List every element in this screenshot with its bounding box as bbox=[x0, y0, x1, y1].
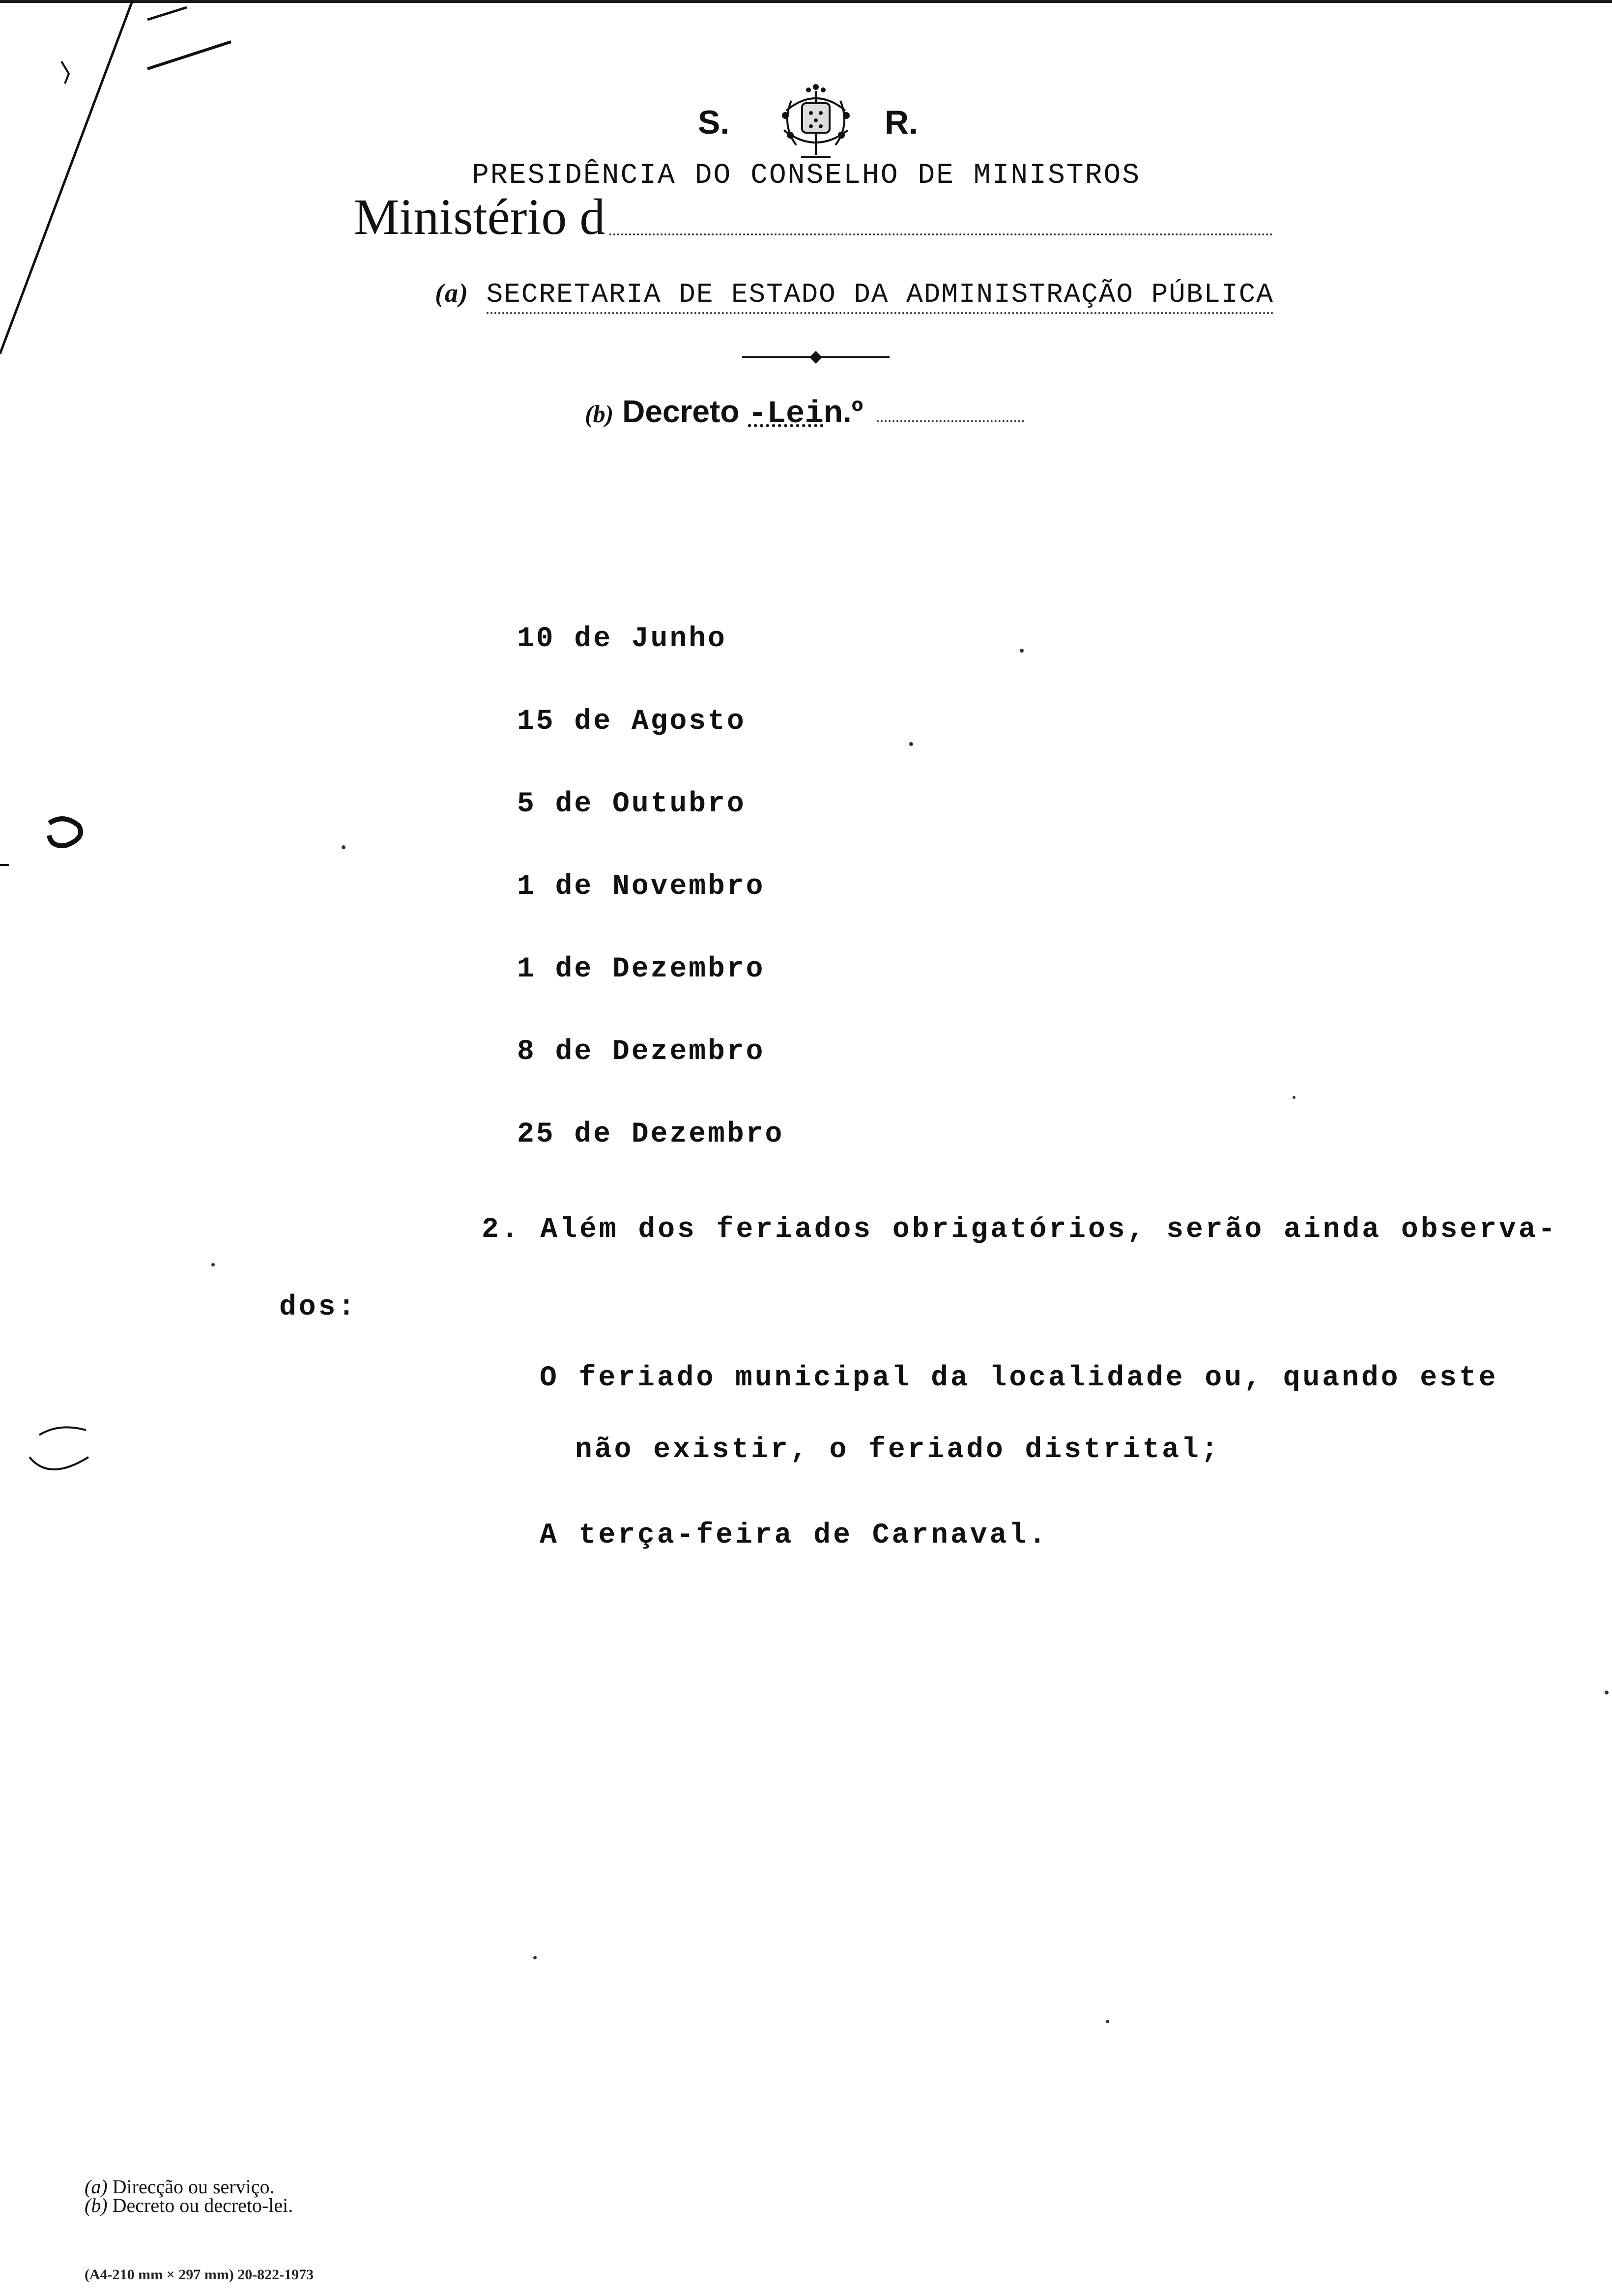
footnote-b-marker: (b) bbox=[85, 2194, 108, 2216]
divider-ornament bbox=[742, 350, 890, 365]
margin-pen-marks bbox=[0, 0, 256, 1573]
ministerio-label: Ministério d bbox=[354, 189, 605, 245]
footnote-marker-b: (b) bbox=[585, 400, 614, 428]
secretaria-text: SECRETARIA DE ESTADO DA ADMINISTRAÇÃO PÚBLICA bbox=[487, 279, 1274, 314]
footnote-marker-a: (a) bbox=[435, 278, 469, 308]
footnote-a-text: Direcção ou serviço. bbox=[112, 2176, 275, 2198]
decreto-number-label: n.º bbox=[823, 394, 864, 429]
footnote-b-text: Decreto ou decreto-lei. bbox=[112, 2194, 293, 2216]
coat-of-arms-emblem bbox=[772, 81, 860, 162]
scan-speck bbox=[1605, 1691, 1609, 1694]
holiday-item: 25 de Dezembro bbox=[517, 1119, 784, 1150]
footnote-a bbox=[85, 2177, 274, 2197]
presidencia-heading: PRESIDÊNCIA DO CONSELHO DE MINISTROS bbox=[472, 160, 1141, 192]
state-header bbox=[688, 81, 944, 165]
scan-speck bbox=[342, 845, 345, 849]
scan-speck bbox=[909, 742, 913, 746]
holiday-item: 5 de Outubro bbox=[517, 788, 746, 820]
holiday-item: 1 de Dezembro bbox=[517, 953, 765, 985]
paragraph-2-line-1: 2. Além dos feriados obrigatórios, serão ainda observa- bbox=[482, 1214, 1558, 1246]
holiday-item: 1 de Novembro bbox=[517, 871, 765, 903]
footnote-a-marker: (a) bbox=[85, 2176, 108, 2198]
header-letter-r: R. bbox=[885, 104, 918, 141]
holiday-item: 10 de Junho bbox=[517, 623, 727, 655]
ministerio-fill-line bbox=[609, 233, 1273, 235]
holiday-item: 8 de Dezembro bbox=[517, 1036, 765, 1068]
holiday-item: 15 de Agosto bbox=[517, 706, 746, 738]
scan-speck bbox=[533, 1956, 537, 1959]
scan-speck bbox=[1020, 649, 1024, 653]
observed-holiday-item-continuation: não existir, o feriado distrital; bbox=[575, 1434, 1221, 1466]
scan-speck bbox=[211, 1263, 215, 1266]
form-code: (A4-210 mm × 297 mm) 20-822-1973 bbox=[85, 2267, 314, 2283]
decreto-number-fill-line bbox=[877, 420, 1024, 422]
header-letter-s: S. bbox=[698, 104, 730, 141]
secretaria-row bbox=[435, 278, 1274, 310]
footnote-b bbox=[85, 2196, 293, 2215]
observed-holiday-item: O feriado municipal da localidade ou, quando este bbox=[540, 1362, 1498, 1394]
decreto-label: Decreto bbox=[622, 394, 740, 429]
observed-holiday-item: A terça-feira de Carnaval. bbox=[540, 1520, 1048, 1551]
decreto-typed-fill: -Lei bbox=[748, 397, 824, 432]
paragraph-2-line-2: dos: bbox=[279, 1292, 358, 1323]
scan-speck bbox=[1293, 1096, 1295, 1099]
scan-speck bbox=[1106, 2020, 1109, 2023]
decreto-row bbox=[585, 393, 1024, 432]
